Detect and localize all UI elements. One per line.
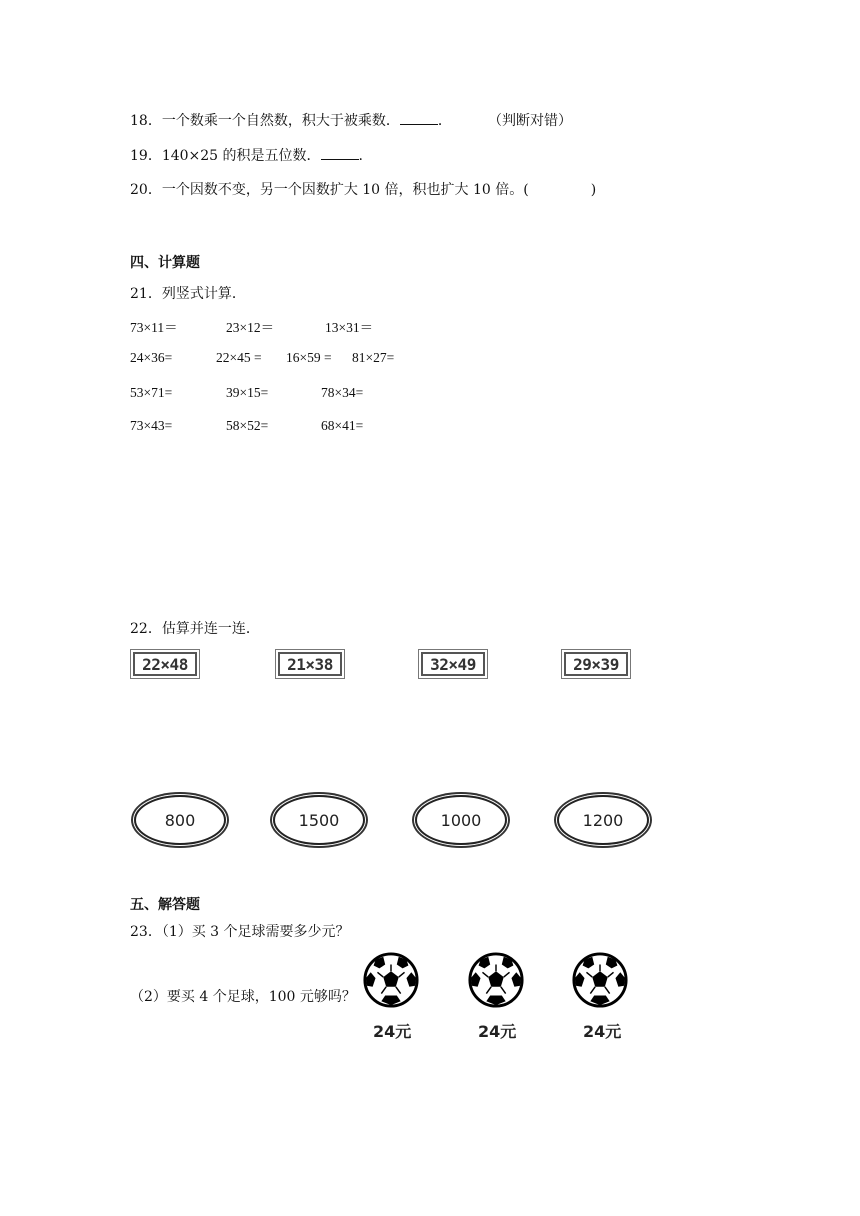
expression-box[interactable]: 29×39 [564, 652, 628, 676]
calc-item: 78×34= [321, 385, 364, 400]
question-20-text: 20．一个因数不变，另一个因数扩大 10 倍，积也扩大 10 倍。( [130, 182, 529, 198]
punctuation: . [358, 148, 363, 164]
soccer-ball-icon [362, 951, 420, 1009]
question-20 [130, 181, 596, 199]
punctuation: ． [437, 113, 452, 129]
calc-item: 68×41= [321, 418, 364, 433]
result-oval[interactable]: 1200 [557, 795, 649, 845]
calc-item: 53×71= [130, 385, 173, 400]
section-title-calc: 四、计算题 [130, 255, 200, 271]
answer-blank[interactable] [321, 149, 359, 160]
question-21: 21．列竖式计算． [130, 286, 246, 302]
answer-blank[interactable] [400, 114, 438, 125]
price-label: 24元 [478, 1022, 517, 1041]
judge-note: （判断对错） [488, 113, 572, 129]
calc-item: 24×36= [130, 350, 173, 365]
calc-item: 73×11＝ [130, 320, 178, 335]
question-18 [130, 112, 452, 130]
question-18-text: 18．一个数乘一个自然数，积大于被乘数． [130, 113, 400, 129]
question-23-part1: 23．（1）买 3 个足球需要多少元？ [130, 924, 350, 940]
expression-box[interactable]: 21×38 [278, 652, 342, 676]
price-label: 24元 [583, 1022, 622, 1041]
soccer-ball-icon [571, 951, 629, 1009]
price-label: 24元 [373, 1022, 412, 1041]
soccer-ball-icon [467, 951, 525, 1009]
result-oval[interactable]: 1000 [415, 795, 507, 845]
calc-item: 13×31＝ [325, 320, 374, 335]
expression-box[interactable]: 22×48 [133, 652, 197, 676]
question-22: 22．估算并连一连． [130, 621, 260, 637]
question-23-part2: （2）要买 4 个足球，100 元够吗？ [130, 989, 356, 1005]
result-oval[interactable]: 800 [134, 795, 226, 845]
expression-box[interactable]: 32×49 [421, 652, 485, 676]
calc-item: 58×52= [226, 418, 269, 433]
calc-item: 73×43= [130, 418, 173, 433]
question-19-text: 19．140×25 的积是五位数． [130, 148, 321, 164]
calc-item: 16×59 = [286, 350, 332, 365]
close-paren: ) [590, 182, 597, 198]
calc-item: 81×27= [352, 350, 395, 365]
question-19 [130, 147, 363, 165]
calc-item: 39×15= [226, 385, 269, 400]
result-oval[interactable]: 1500 [273, 795, 365, 845]
calc-item: 23×12＝ [226, 320, 275, 335]
calc-item: 22×45 = [216, 350, 262, 365]
section-title-answer: 五、解答题 [130, 897, 200, 913]
